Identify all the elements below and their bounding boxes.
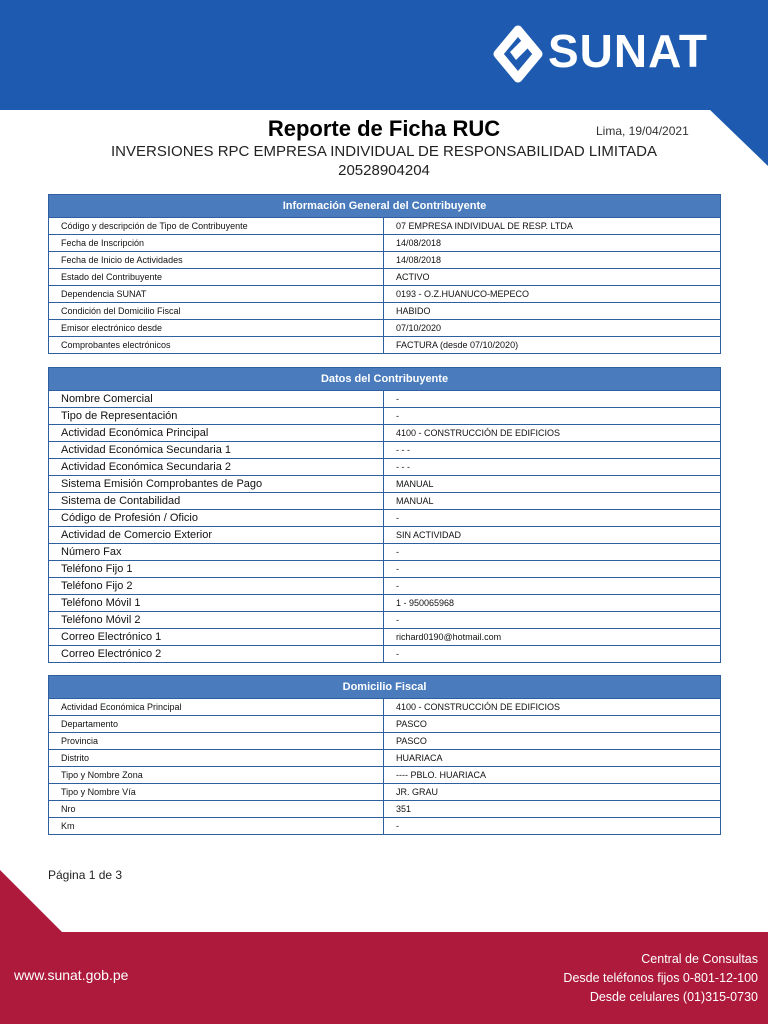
taxpayer-data-heading: Datos del Contribuyente [49, 368, 721, 391]
field-value: HUARIACA [384, 750, 721, 767]
company-name: INVERSIONES RPC EMPRESA INDIVIDUAL DE RESPONSABILIDAD LIMITADA [111, 143, 657, 160]
table-row [49, 527, 721, 544]
page-title: Reporte de Ficha RUC [267, 116, 501, 141]
field-label: Departamento [49, 716, 384, 733]
footer-corner-decoration [0, 868, 123, 940]
field-label: Sistema de Contabilidad [49, 493, 384, 510]
field-value: FACTURA (desde 07/10/2020) [384, 337, 721, 354]
table-row [49, 716, 721, 733]
table-row [49, 767, 721, 784]
field-value: richard0190@hotmail.com [384, 629, 721, 646]
field-value: - - - [384, 442, 721, 459]
field-label: Estado del Contribuyente [49, 269, 384, 286]
table-row [49, 303, 721, 320]
table-row [49, 629, 721, 646]
contact-mobile-phone: Desde celulares (01)315-0730 [589, 990, 758, 1004]
field-label: Nombre Comercial [49, 391, 384, 408]
field-label: Fecha de Inicio de Actividades [49, 252, 384, 269]
field-value: - [384, 391, 721, 408]
field-label: Emisor electrónico desde [49, 320, 384, 337]
field-label: Número Fax [49, 544, 384, 561]
field-label: Código de Profesión / Oficio [49, 510, 384, 527]
field-label: Nro [49, 801, 384, 818]
field-value: 14/08/2018 [384, 235, 721, 252]
field-label: Condición del Domicilio Fiscal [49, 303, 384, 320]
field-value: 4100 - CONSTRUCCIÓN DE EDIFICIOS [384, 699, 721, 716]
field-label: Correo Electrónico 1 [49, 629, 384, 646]
field-value: 351 [384, 801, 721, 818]
table-row [49, 391, 721, 408]
table-row [49, 476, 721, 493]
field-label: Teléfono Móvil 1 [49, 595, 384, 612]
field-label: Actividad Económica Secundaria 1 [49, 442, 384, 459]
field-value: - [384, 510, 721, 527]
field-value: ---- PBLO. HUARIACA [384, 767, 721, 784]
table-row [49, 801, 721, 818]
field-value: - [384, 646, 721, 663]
field-value: 07/10/2020 [384, 320, 721, 337]
field-label: Distrito [49, 750, 384, 767]
field-label: Actividad Económica Principal [49, 699, 384, 716]
contact-fixed-phone: Desde teléfonos fijos 0-801-12-100 [563, 971, 758, 985]
table-row [49, 612, 721, 629]
field-label: Dependencia SUNAT [49, 286, 384, 303]
field-value: - [384, 561, 721, 578]
taxpayer-data-table [48, 367, 721, 663]
field-value: JR. GRAU [384, 784, 721, 801]
table-row [49, 646, 721, 663]
table-row [49, 544, 721, 561]
field-value: MANUAL [384, 476, 721, 493]
table-row [49, 425, 721, 442]
field-value: PASCO [384, 733, 721, 750]
field-value: PASCO [384, 716, 721, 733]
brand-name: SUNAT [548, 25, 709, 77]
field-label: Comprobantes electrónicos [49, 337, 384, 354]
field-label: Tipo y Nombre Vía [49, 784, 384, 801]
field-value: 4100 - CONSTRUCCIÓN DE EDIFICIOS [384, 425, 721, 442]
contact-info [563, 950, 758, 1007]
field-label: Provincia [49, 733, 384, 750]
field-label: Actividad Económica Principal [49, 425, 384, 442]
table-row [49, 733, 721, 750]
field-label: Teléfono Fijo 2 [49, 578, 384, 595]
field-label: Fecha de Inscripción [49, 235, 384, 252]
field-label: Actividad Económica Secundaria 2 [49, 459, 384, 476]
table-row [49, 784, 721, 801]
field-value: 14/08/2018 [384, 252, 721, 269]
field-label: Tipo y Nombre Zona [49, 767, 384, 784]
table-row [49, 235, 721, 252]
table-row [49, 578, 721, 595]
contact-title: Central de Consultas [641, 952, 758, 966]
field-label: Teléfono Fijo 1 [49, 561, 384, 578]
field-value: MANUAL [384, 493, 721, 510]
table-row [49, 320, 721, 337]
field-label: Correo Electrónico 2 [49, 646, 384, 663]
field-value: SIN ACTIVIDAD [384, 527, 721, 544]
general-info-heading: Información General del Contribuyente [49, 195, 721, 218]
table-row [49, 595, 721, 612]
table-row [49, 269, 721, 286]
table-row [49, 561, 721, 578]
table-row [49, 252, 721, 269]
fiscal-address-heading: Domicilio Fiscal [49, 676, 721, 699]
fiscal-address-table [48, 675, 721, 835]
table-row [49, 337, 721, 354]
report-date: Lima, 19/04/2021 [596, 124, 689, 138]
table-row [49, 510, 721, 527]
table-row [49, 699, 721, 716]
field-value: - [384, 544, 721, 561]
ruc-number: 20528904204 [338, 162, 430, 179]
field-value: - [384, 818, 721, 835]
table-row [49, 459, 721, 476]
page-indicator: Página 1 de 3 [48, 868, 123, 882]
field-value: 07 EMPRESA INDIVIDUAL DE RESP. LTDA [384, 218, 721, 235]
general-info-table [48, 194, 721, 354]
field-label: Código y descripción de Tipo de Contribuyente [49, 218, 384, 235]
field-value: 0193 - O.Z.HUANUCO-MEPECO [384, 286, 721, 303]
field-label: Actividad de Comercio Exterior [49, 527, 384, 544]
table-row [49, 218, 721, 235]
field-label: Km [49, 818, 384, 835]
field-value: 1 - 950065968 [384, 595, 721, 612]
website-link[interactable]: www.sunat.gob.pe [14, 967, 129, 983]
field-value: - - - [384, 459, 721, 476]
field-label: Tipo de Representación [49, 408, 384, 425]
table-row [49, 408, 721, 425]
field-value: - [384, 408, 721, 425]
table-row [49, 818, 721, 835]
field-value: - [384, 612, 721, 629]
table-row [49, 286, 721, 303]
table-row [49, 750, 721, 767]
table-row [49, 493, 721, 510]
field-value: - [384, 578, 721, 595]
field-label: Teléfono Móvil 2 [49, 612, 384, 629]
field-value: HABIDO [384, 303, 721, 320]
table-row [49, 442, 721, 459]
field-value: ACTIVO [384, 269, 721, 286]
field-label: Sistema Emisión Comprobantes de Pago [49, 476, 384, 493]
